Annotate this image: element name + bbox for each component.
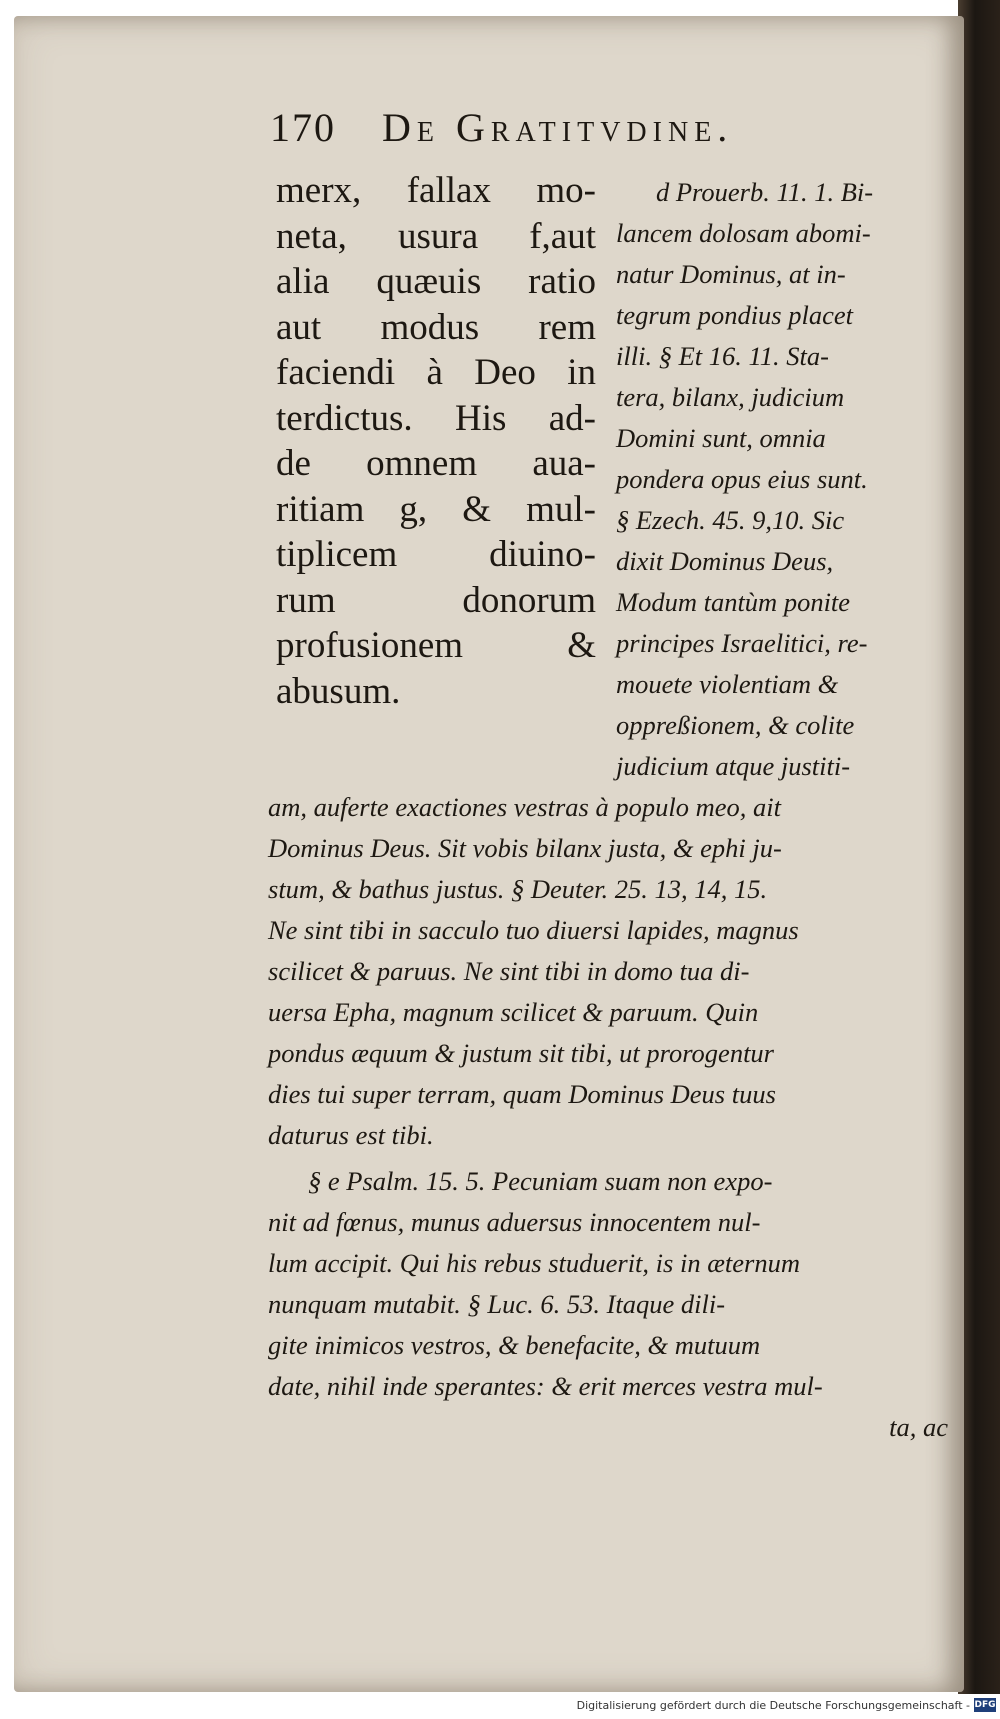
text-line: alia quæuis ratio: [276, 261, 596, 302]
marginal-notes-column: [616, 172, 946, 787]
text-line: de omnem aua-: [276, 443, 596, 484]
note-line: nunquam mutabit. § Luc. 6. 53. Itaque dili-: [268, 1289, 726, 1319]
note-line: dixit Dominus Deus,: [616, 546, 834, 576]
text-line: rum donorum: [276, 579, 596, 621]
note-line: § Ezech. 45. 9,10. Sic: [616, 505, 845, 535]
main-text-column: [276, 168, 596, 714]
note-line: tera, bilanx, judicium: [616, 382, 845, 412]
note-line: lancem dolosam abomi-: [616, 218, 871, 248]
note-line: date, nihil inde sperantes: & erit merces vestra mul-: [268, 1371, 823, 1401]
text-line: faciendi à Deo in: [276, 352, 596, 393]
note-paragraph-1: [268, 787, 948, 1156]
catchword: ta, ac: [889, 1412, 948, 1442]
text-line: ritiam g, & mul-: [276, 488, 596, 530]
note-line: tegrum pondius placet: [616, 300, 853, 330]
note-line: gite inimicos vestros, & benefacite, & mutuum: [268, 1330, 761, 1360]
text-line: terdictus. His ad-: [276, 397, 596, 439]
text-line: abusum.: [276, 670, 401, 712]
note-line: § e Psalm. 15. 5. Pecuniam suam non expo-: [308, 1166, 773, 1196]
text-line: tiplicem diuino-: [276, 534, 596, 575]
note-line: d Prouerb. 11. 1. Bi-: [656, 177, 874, 207]
digitization-footer: [0, 1694, 1000, 1719]
note-line: oppreßionem, & colite: [616, 710, 855, 740]
note-line: mouete violentiam &: [616, 669, 839, 699]
note-line: pondera opus eius sunt.: [616, 464, 868, 494]
page-number: 170: [270, 105, 336, 150]
running-title: De Gratitvdine.: [382, 105, 734, 150]
running-header: [270, 104, 733, 151]
note-line: illi. § Et 16. 11. Sta-: [616, 341, 829, 371]
note-line: Ne sint tibi in sacculo tuo diuersi lapides, magnus: [268, 915, 799, 945]
note-line: scilicet & paruus. Ne sint tibi in domo tua di-: [268, 956, 750, 986]
note-line: am, auferte exactiones vestras à populo meo, ait: [268, 792, 781, 822]
note-line: judicium atque justiti-: [616, 751, 851, 781]
note-line: Domini sunt, omnia: [616, 423, 826, 453]
note-line: pondus æquum & justum sit tibi, ut prorogentur: [268, 1038, 774, 1068]
note-line: natur Dominus, at in-: [616, 259, 846, 289]
text-line: profusionem &: [276, 625, 596, 666]
note-line: uersa Epha, magnum scilicet & paruum. Quin: [268, 997, 759, 1027]
note-line: lum accipit. Qui his rebus studuerit, is in æternum: [268, 1248, 800, 1278]
text-line: aut modus rem: [276, 306, 596, 348]
note-line: nit ad fœnus, munus aduersus innocentem nul-: [268, 1207, 761, 1237]
note-paragraph-2: [268, 1161, 948, 1448]
note-line: dies tui super terram, quam Dominus Deus tuus: [268, 1079, 776, 1109]
note-line: stum, & bathus justus. § Deuter. 25. 13, 14, 15.: [268, 874, 768, 904]
dfg-logo: DFG: [974, 1700, 996, 1710]
text-line: neta, usura f,aut: [276, 215, 596, 257]
funding-credit: Digitalisierung gefördert durch die Deutsche Forschungsgemeinschaft -: [576, 1699, 970, 1712]
note-line: Modum tantùm ponite: [616, 587, 851, 617]
note-line: principes Israelitici, re-: [616, 628, 868, 658]
text-line: merx, fallax mo-: [276, 170, 596, 211]
book-binding-edge: [958, 0, 1000, 1719]
note-line: Dominus Deus. Sit vobis bilanx justa, & ephi ju-: [268, 833, 782, 863]
note-line: daturus est tibi.: [268, 1120, 434, 1150]
